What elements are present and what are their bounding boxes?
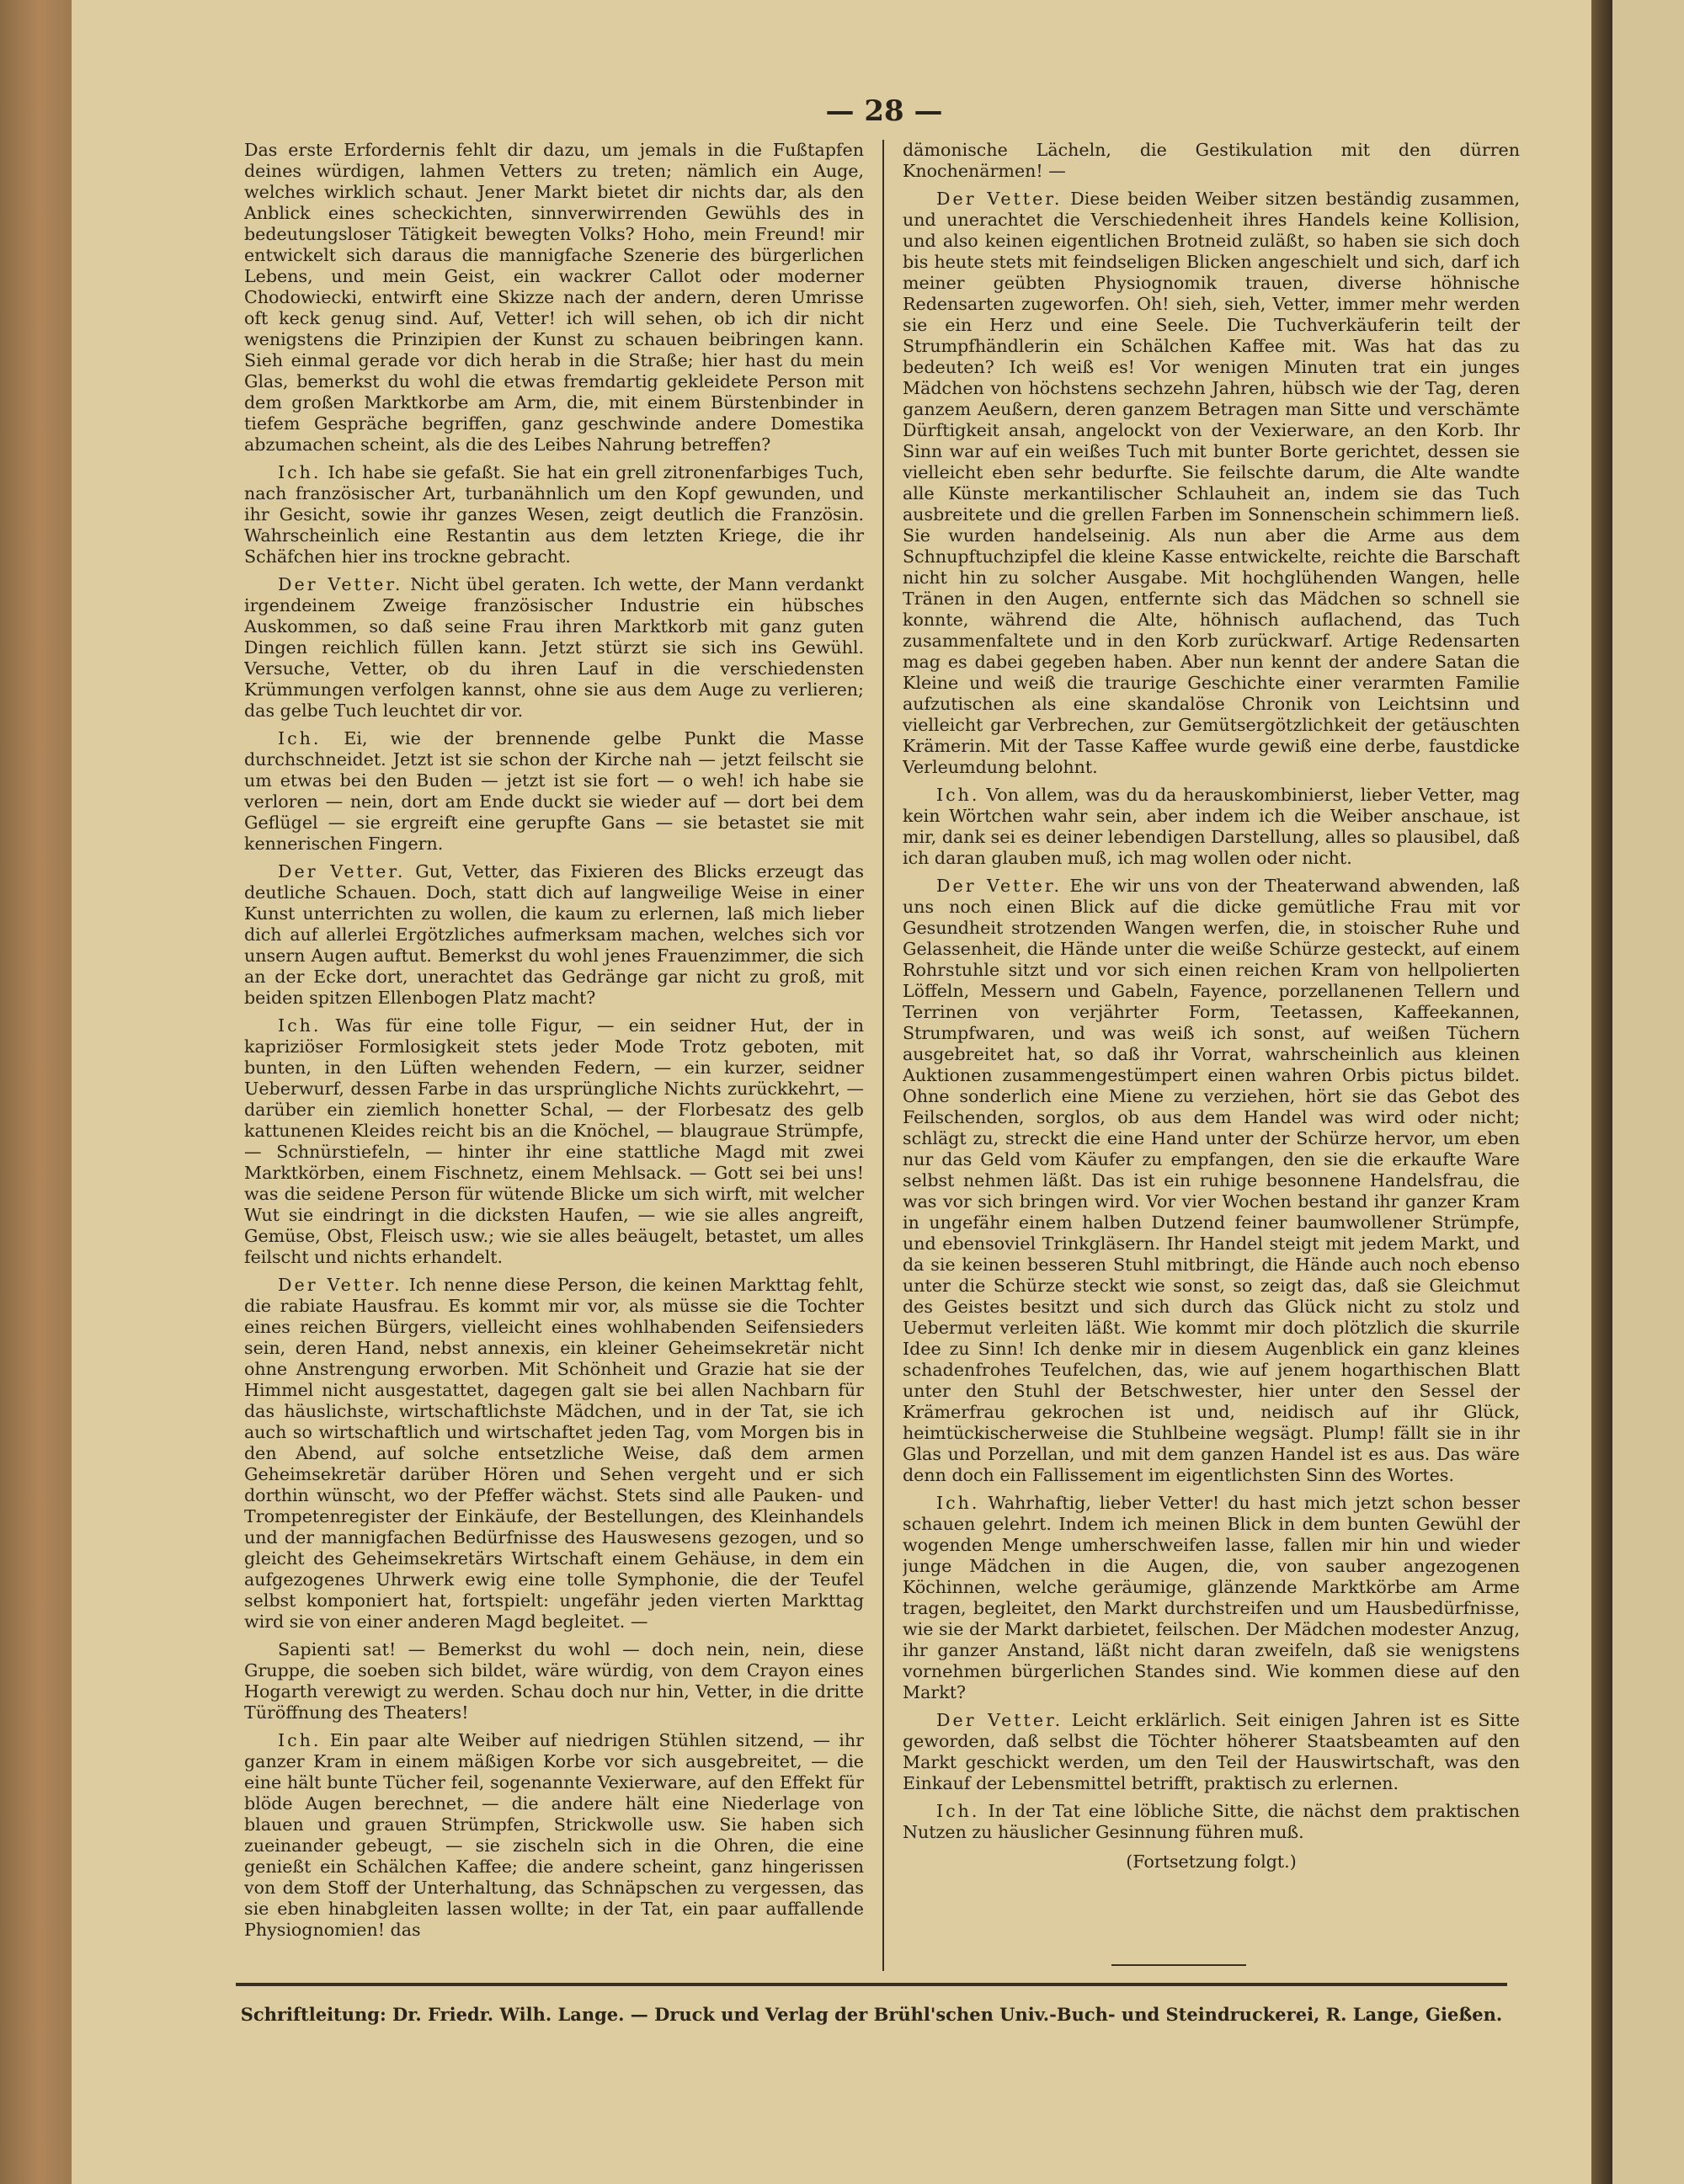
paragraph [903,785,1520,869]
speaker-label: Ich. [278,462,322,482]
paragraph [244,1015,864,1268]
page-gutter [1591,0,1612,2184]
paragraph-text: Ein paar alte Weiber auf niedrigen Stühlen sitzend, — ihr ganzer Kram in einem mäßigen Korbe vor sich ausgebreitet, — die eine hält bunte Tücher feil, sogenannte Vexierware, auf den Effekt für blöde Augen berechnet, — die andere hält eine Niederlage von blauen und grauen Strümpfen, Strickwolle usw. Sie haben sich zueinander gebeugt, — sie zischeln sich in die Ohren, die eine genießt ein Schälchen Kaffee; die andere scheint, ganz hingerissen von dem Stoff der Unterhaltung, das Schnäpschen zu vergessen, das sie eben hinabgleiten lassen wollte; in der Tat, ein paar auffallende Physiognomien! das [244,1730,864,1940]
speaker-label: Der Vetter. [936,876,1063,896]
right-text-column [903,140,1520,1963]
paragraph [903,189,1520,778]
imprint-footer: Schriftleitung: Dr. Friedr. Wilh. Lange. — Druck und Verlag der Brühl'schen Univ.-Buch- und Steindruckerei, R. Lange, Gießen. [240,2004,1503,2025]
paragraph-text: Nicht übel geraten. Ich wette, der Mann verdankt irgendeinem Zweige französischer Industrie ein hübsches Auskommen, so daß seine Frau ihren Marktkorb mit ganz guten Dingen reichlich füllen kann. Jetzt stürzt sie sich ins Gewühl. Versuche, Vetter, ob du ihren Lauf in die verschiedensten Krümmungen verfolgen kannst, ohne sie aus dem Auge zu verlieren; das gelbe Tuch leuchtet dir vor. [244,574,864,721]
speaker-label: Ich. [936,1801,980,1821]
facing-page-edge [1612,0,1684,2184]
paragraph [903,1801,1520,1843]
speaker-label: Ich. [278,1730,322,1750]
paragraph-text: (Fortsetzung folgt.) [1126,1851,1297,1872]
paragraph-text: Ich nenne diese Person, die keinen Markttag fehlt, die rabiate Hausfrau. Es kommt mir vor, als müsse sie die Tochter eines reichen Bürgers, vielleicht eines wohlhabenden Seifensieders sein, deren Hand, nebst annexis, ein kleiner Geheimsekretär nicht ohne Anstrengung erworben. Mit Schönheit und Grazie hat sie der Himmel nicht ausgestattet, dagegen galt sie bei allen Nachbarn für das häuslichste, wirtschaftlichste Mädchen, und in der Tat, sie ich auch so wirtschaftlich und wirtschaftet jeden Tag, vom Morgen bis in den Abend, auf solche entsetzliche Weise, daß dem armen Geheimsekretär darüber Hören und Sehen vergeht und er sich dorthin wünscht, wo der Pfeffer wächst. Stets sind alle Pauken- und Trompetenregister der Einkäufe, der Bestellungen, des Kleinhandels und der mannigfachen Bedürfnisse des Hauswesens gezogen, und so gleicht des Geheimsekretärs Wirtschaft einem Gehäuse, in dem ein aufgezogenes Uhrwerk ewig eine tolle Symphonie, die der Teufel selbst komponiert hat, fortspielt: ungefähr jeden vierten Markttag wird sie von einer anderen Magd begleitet. — [244,1275,864,1632]
speaker-label: Der Vetter. [278,1275,402,1295]
paragraph [244,861,864,1009]
footer-rule [236,1983,1507,1986]
paragraph [244,1730,864,1941]
paragraph [903,1710,1520,1794]
paragraph [903,876,1520,1486]
column-divider [882,140,884,1971]
speaker-label: Ich. [278,1015,322,1036]
paragraph-text: Diese beiden Weiber sitzen beständig zusammen, und unerachtet die Verschiedenheit ihres Handels keine Kollision, und also keinen eigentlichen Brotneid zuläßt, so haben sie sich doch bis heute stets mit feindseligen Blicken angeschielt und sich, darf ich meiner geübten Physiognomik trauen, diverse höhnische Redensarten zugeworfen. Oh! sieh, sieh, Vetter, immer mehr werden sie ein Herz und eine Seele. Die Tuchverkäuferin teilt der Strumpfhändlerin ein Schälchen Kaffee mit. Was hat das zu bedeuten? Ich weiß es! Vor wenigen Minuten trat ein junges Mädchen von höchstens sechzehn Jahren, hübsch wie der Tag, deren ganzem Aeußern, deren ganzem Betragen man Sitte und verschämte Dürftigkeit ansah, angelockt von der Vexierware, an den Korb. Ihr Sinn war auf ein weißes Tuch mit bunter Borte gerichtet, dessen sie vielleicht eben sehr bedurfte. Sie feilschte darum, die Alte wandte alle Künste merkantilischer Schlauheit an, indem sie das Tuch ausbreitete und die grellen Farben im Sonnenschein schimmern ließ. Sie wurden handelseinig. Als nun aber die Arme aus dem Schnupftuchzipfel die kleine Kasse entwickelte, reichte die Barschaft nicht hin zu solcher Ausgabe. Mit hochglühenden Wangen, helle Tränen in den Augen, entfernte sich das Mädchen so schnell sie konnte, während die Alte, höhnisch auflachend, das Tuch zusammenfaltete und in den Korb zurückwarf. Artige Redensarten mag es dabei gegeben haben. Aber nun kennt der andere Satan die Kleine und weiß die traurige Geschichte einer verarmten Familie aufzutischen als eine skandalöse Chronik von Leichtsinn und vielleicht gar Verbrechen, zur Gemütsergötzlichkeit der getäuschten Krämerin. Mit der Tasse Kaffee wurde gewiß eine derbe, faustdicke Verleumdung belohnt. [903,189,1520,777]
speaker-label: Ich. [936,1493,980,1513]
paragraph [244,574,864,722]
page-number: — 28 — [825,94,943,128]
speaker-label: Der Vetter. [278,861,406,882]
paragraph [903,140,1520,182]
paragraph-text: Leicht erklärlich. Seit einigen Jahren ist es Sitte geworden, daß selbst die Töchter höherer Staatsbeamten auf den Markt geschickt werden, um den Teil der Hauswirtschaft, was den Einkauf der Lebensmittel betrifft, praktisch zu erlernen. [903,1710,1520,1793]
speaker-label: Ich. [936,785,980,805]
speaker-label: Der Vetter. [936,189,1063,209]
paragraph-text: Wahrhaftig, lieber Vetter! du hast mich jetzt schon besser schauen gelehrt. Indem ich meinen Blick in dem bunten Gewühl der wogenden Menge umherschweifen lasse, fallen mir hin und wieder junge Mädchen in die Augen, die, von sauber angezogenen Köchinnen, welche geräumige, glänzende Marktkörbe am Arme tragen, begleitet, den Markt durchstreifen und um Hausbedürfnisse, wie sie der Markt darbietet, feilschen. Der Mädchen modester Anzug, ihr ganzer Anstand, läßt nicht daran zweifeln, daß sie wenigstens vornehmen bürgerlichen Standes sind. Wie kommen diese auf den Markt? [903,1493,1520,1702]
paragraph [244,1275,864,1633]
paragraph [903,1851,1520,1872]
paragraph-text: Ehe wir uns von der Theaterwand abwenden, laß uns noch einen Blick auf die dicke gemütliche Frau mit vor Gesundheit strotzenden Wangen werfen, die, in stoischer Ruhe und Gelassenheit, die Hände unter die weiße Schürze gesteckt, auf einem Rohrstuhle sitzt und vor sich einen reichen Kram von hellpolierten Löffeln, Messern und Gabeln, Fayence, porzellanenen Tellern und Terrinen von verjährter Form, Teetassen, Kaffeekannen, Strumpfwaren, und was weiß ich sonst, auf weißen Tüchern ausgebreitet hat, so daß ihr Vorrat, wahrscheinlich aus kleinen Auktionen zusammengestümpert einen wahren Orbis pictus bildet. Ohne sonderlich eine Miene zu verziehen, hört sie das Gebot des Feilschenden, sorglos, ob aus dem Handel was wird oder nicht; schlägt zu, streckt die eine Hand unter der Schürze hervor, um eben nur das Geld vom Käufer zu empfangen, den sie die erkaufte Ware selbst nehmen läßt. Das ist ein ruhige besonnene Handelsfrau, die was vor sich bringen wird. Vor vier Wochen bestand ihr ganzer Kram in ungefähr einem halben Dutzend feiner baumwollener Strümpfe, und ebensoviel Trinkgläsern. Ihr Handel steigt mit jedem Markt, und da sie keinen besseren Stuhl mitbringt, die Hände auch noch ebenso unter die Schürze steckt wie sonst, so zeigt das, daß sie Gleichmut des Geistes besitzt und sich durch das Glück nicht zu stolz und Uebermut verleiten läßt. Wie kommt mir doch plötzlich die skurrile Idee zu Sinn! Ich denke mir in diesem Augenblick ein ganz kleines schadenfrohes Teufelchen, das, wie auf jenem hogarthischen Blatt unter den Stuhl der Betschwester, hier unter den Sessel der Krämerfrau gekrochen ist und, neidisch auf ihr Glück, heimtückischerweise die Stuhlbeine wegsägt. Plump! fällt sie in ihr Glas und Porzellan, und mit dem ganzen Handel ist es aus. Das wäre denn doch ein Fallissement im eigentlichsten Sinn des Wortes. [903,876,1520,1485]
speaker-label: Der Vetter. [278,574,403,594]
paragraph [244,728,864,855]
paragraph [244,140,864,455]
speaker-label: Ich. [278,728,322,748]
paragraph [244,1639,864,1723]
paragraph [244,462,864,567]
paragraph-text: Ich habe sie gefaßt. Sie hat ein grell zitronenfarbiges Tuch, nach französischer Art, turbanähnlich um den Kopf gewunden, und ihr Gesicht, sowie ihr ganzes Wesen, zeigt deutlich die Französin. Wahrscheinlich eine Restantin aus dem letzten Kriege, die ihr Schäfchen hier ins trockne gebracht. [244,462,864,567]
paragraph [903,1493,1520,1703]
paragraph-text: Das erste Erfordernis fehlt dir dazu, um jemals in die Fußtapfen deines würdigen, lahmen Vetters zu treten; nämlich ein Auge, welches wirklich schaut. Jener Markt bietet dir nichts dar, als den Anblick eines scheckichten, sinnverwirrenden Gewühls des in bedeutungsloser Tätigkeit bewegten Volks? Hoho, mein Freund! mir entwickelt sich daraus die mannigfache Szenerie des bürgerlichen Lebens, und mein Geist, ein wackrer Callot oder moderner Chodowiecki, entwirft eine Skizze nach der andern, deren Umrisse oft keck genug sind. Auf, Vetter! ich will sehen, ob ich dir nicht wenigstens die Prinzipien der Kunst zu schauen beibringen kann. Sieh einmal gerade vor dich herab in die Straße; hier hast du mein Glas, bemerkst du wohl die etwas fremdartig gekleidete Person mit dem großen Marktkorbe am Arm, die, mit einem Bürstenbinder in tiefem Gespräche begriffen, ganz geschwinde andere Domestika abzumachen scheint, als die des Leibes Nahrung betreffen? [244,140,864,455]
paragraph-text: dämonische Lächeln, die Gestikulation mit den dürren Knochenärmen! — [903,140,1520,181]
left-text-column [244,140,864,1963]
paragraph-text: Was für eine tolle Figur, — ein seidner Hut, der in kapriziöser Formlosigkeit stets jeder Mode Trotz geboten, mit bunten, in den Lüften wehenden Federn, — ein kurzer, seidner Ueberwurf, dessen Farbe in das ursprüngliche Nichts zurückkehrt, — darüber ein ziemlich honetter Schal, — der Florbesatz des gelb kattunenen Kleides reicht bis an die Knöchel, — blaugraue Strümpfe, — Schnürstiefeln, — hinter ihr eine stattliche Magd mit zwei Marktkörben, einem Fischnetz, einem Mehlsack. — Gott sei bei uns! was die seidene Person für wütende Blicke um sich wirft, mit welcher Wut sie eindringt in die dicksten Haufen, — wie sie alles angreift, Gemüse, Obst, Fleisch usw.; wie sie alles beäugelt, betastet, um alles feilscht und nichts erhandelt. [244,1015,864,1267]
paragraph-text: Von allem, was du da herauskombinierst, lieber Vetter, mag kein Wörtchen wahr sein, aber indem ich die Weiber anschaue, ist mir, dank sei es deiner lebendigen Darstellung, alles so plausibel, daß ich daran glauben muß, ich mag wollen oder nicht. [903,785,1520,868]
end-rule [1111,1964,1246,1966]
speaker-label: Der Vetter. [936,1710,1063,1730]
paragraph-text: In der Tat eine löbliche Sitte, die nächst dem praktischen Nutzen zu häuslicher Gesinnung führen muß. [903,1801,1520,1842]
book-binding-edge [0,0,72,2184]
paragraph-text: Sapienti sat! — Bemerkst du wohl — doch nein, nein, diese Gruppe, die soeben sich bildet, wäre würdig, von dem Crayon eines Hogarth verewigt zu werden. Schau doch nur hin, Vetter, in die dritte Türöffnung des Theaters! [244,1639,864,1723]
paragraph-text: Ei, wie der brennende gelbe Punkt die Masse durchschneidet. Jetzt ist sie schon der Kirche nah — jetzt feilscht sie um etwas bei den Buden — jetzt ist sie fort — o weh! ich habe sie verloren — nein, dort am Ende duckt sie wieder auf — dort bei dem Geflügel — sie ergreift eine gerupfte Gans — sie betastet sie mit kennerischen Fingern. [244,728,864,854]
paragraph-text: Gut, Vetter, das Fixieren des Blicks erzeugt das deutliche Schauen. Doch, statt dich auf langweilige Weise in einer Kunst unterrichten zu wollen, die kaum zu erlernen, laß mich lieber dich auf allerlei Ergötzliches aufmerksam machen, welches sich vor unsern Augen auftut. Bemerkst du wohl jenes Frauenzimmer, die sich an der Ecke dort, unerachtet das Gedränge gar nicht zu groß, mit beiden spitzen Ellenbogen Platz macht? [244,861,864,1008]
